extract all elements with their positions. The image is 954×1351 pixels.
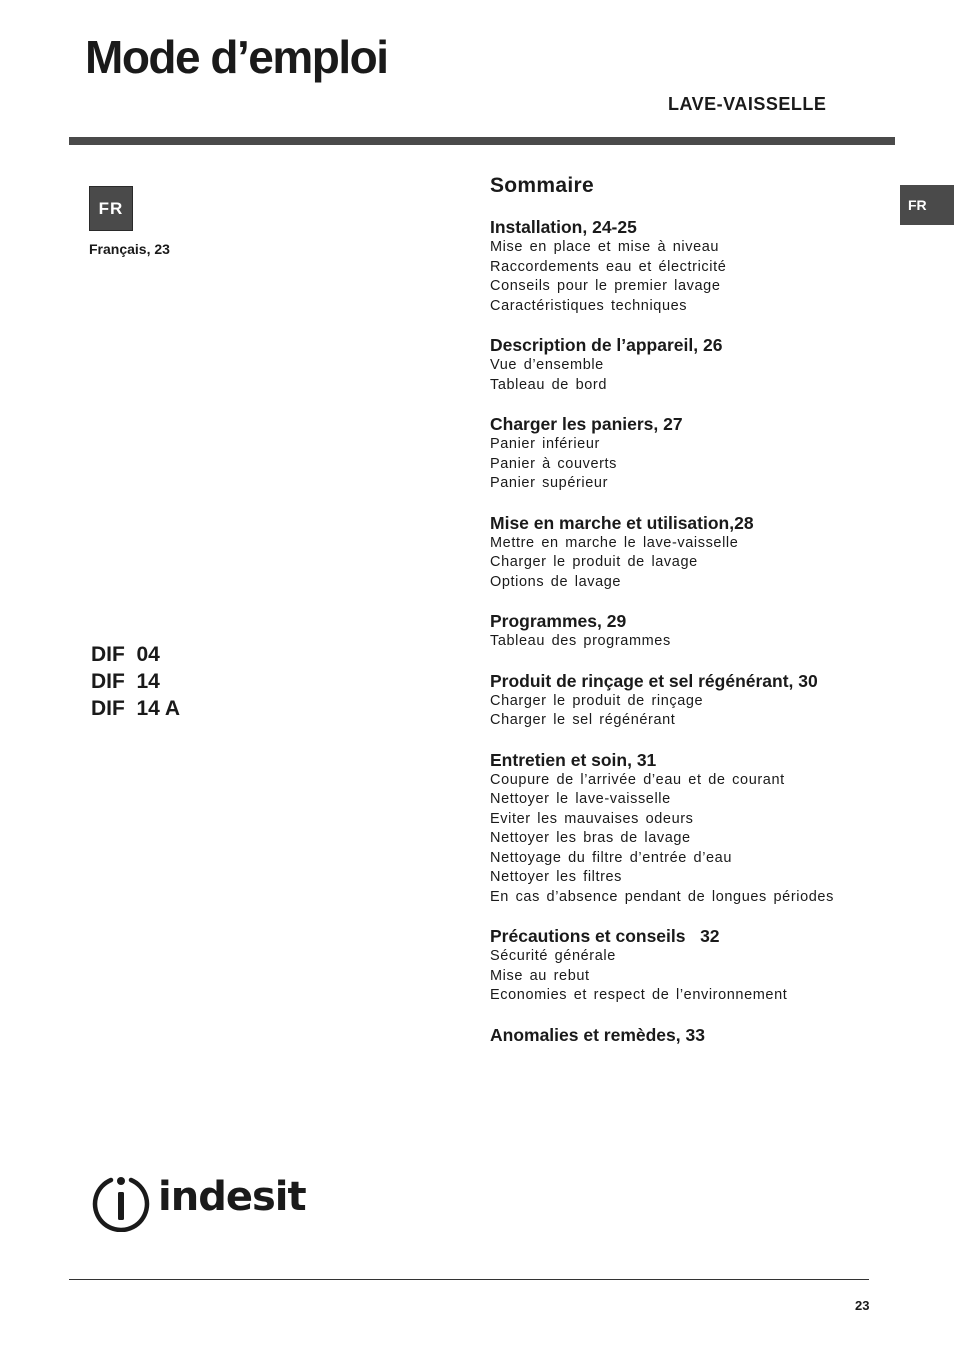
toc-section-title[interactable]: Installation, 24-25 bbox=[490, 217, 637, 237]
toc-item: Raccordements eau et électricité bbox=[490, 258, 727, 275]
toc-section-title[interactable]: Mise en marche et utilisation,28 bbox=[490, 512, 754, 533]
toc-section-title[interactable]: Charger les paniers, 27 bbox=[490, 414, 683, 434]
side-language-tab[interactable]: FR bbox=[900, 185, 954, 225]
toc-item: Options de lavage bbox=[490, 573, 622, 590]
toc-item: En cas d’absence pendant de longues périodes bbox=[490, 888, 834, 905]
toc-item: Sécurité générale bbox=[490, 948, 616, 964]
toc-section-precautions[interactable] bbox=[490, 926, 890, 1006]
toc-section-title[interactable]: Anomalies et remèdes, 33 bbox=[490, 1024, 705, 1045]
toc-section-title[interactable]: Produit de rinçage et sel régénérant, 30 bbox=[490, 670, 818, 691]
toc-item: Charger le sel régénérant bbox=[490, 712, 676, 728]
page-title: Mode d’emploi bbox=[85, 31, 388, 83]
toc-section-entretien[interactable] bbox=[490, 750, 890, 908]
toc-item: Mettre en marche le lave-vaisselle bbox=[490, 534, 739, 551]
toc-section-installation[interactable] bbox=[490, 217, 890, 316]
toc-item: Vue d’ensemble bbox=[490, 357, 604, 373]
toc-item: Tableau des programmes bbox=[490, 633, 671, 649]
language-badge[interactable]: FR bbox=[89, 186, 133, 231]
toc-item: Nettoyer les filtres bbox=[490, 869, 623, 885]
toc-section-title[interactable]: Programmes, 29 bbox=[490, 611, 627, 631]
toc-item: Economies et respect de l’environnement bbox=[490, 987, 788, 1003]
toc-item: Conseils pour le premier lavage bbox=[490, 278, 721, 294]
table-of-contents bbox=[490, 174, 890, 1065]
language-entry[interactable]: Français, 23 bbox=[89, 241, 170, 257]
model-item: DIF 14 A bbox=[91, 697, 181, 720]
toc-section-anomalies[interactable] bbox=[490, 1025, 890, 1046]
toc-section-description[interactable] bbox=[490, 335, 890, 395]
toc-item: Panier inférieur bbox=[490, 436, 600, 452]
model-item: DIF 04 bbox=[91, 643, 160, 666]
toc-item: Eviter les mauvaises odeurs bbox=[490, 810, 694, 827]
toc-section-mise-en-marche[interactable] bbox=[490, 513, 890, 593]
indesit-logo-icon bbox=[91, 1172, 151, 1232]
toc-item: Charger le produit de lavage bbox=[490, 554, 698, 570]
toc-section-programmes[interactable] bbox=[490, 611, 890, 652]
indesit-logo bbox=[91, 1172, 311, 1232]
toc-item: Nettoyer les bras de lavage bbox=[490, 830, 691, 846]
toc-item: Mise en place et mise à niveau bbox=[490, 239, 720, 255]
toc-section-paniers[interactable] bbox=[490, 414, 890, 494]
footer-divider bbox=[69, 1279, 869, 1280]
toc-item: Nettoyer le lave-vaisselle bbox=[490, 791, 671, 807]
page-number: 23 bbox=[855, 1298, 870, 1313]
toc-item: Nettoyage du filtre d’entrée d’eau bbox=[490, 849, 733, 866]
toc-section-title[interactable]: Précautions et conseils 32 bbox=[490, 926, 720, 946]
toc-item: Panier à couverts bbox=[490, 455, 618, 472]
header-divider bbox=[69, 137, 895, 145]
toc-item: Mise au rebut bbox=[490, 967, 590, 984]
toc-item: Coupure de l’arrivée d’eau et de courant bbox=[490, 771, 785, 788]
toc-section-title[interactable]: Description de l’appareil, 26 bbox=[490, 335, 723, 355]
toc-heading: Sommaire bbox=[490, 174, 594, 197]
toc-section-rincage[interactable] bbox=[490, 671, 890, 731]
product-subtitle: LAVE-VAISSELLE bbox=[668, 94, 827, 114]
model-item: DIF 14 bbox=[91, 670, 160, 693]
toc-item: Charger le produit de rinçage bbox=[490, 692, 704, 709]
brand-name: indesit bbox=[158, 1174, 306, 1220]
toc-item: Panier supérieur bbox=[490, 475, 608, 491]
toc-section-title[interactable]: Entretien et soin, 31 bbox=[490, 749, 657, 770]
toc-item: Caractéristiques techniques bbox=[490, 297, 688, 314]
toc-item: Tableau de bord bbox=[490, 376, 607, 393]
model-list bbox=[91, 641, 180, 722]
